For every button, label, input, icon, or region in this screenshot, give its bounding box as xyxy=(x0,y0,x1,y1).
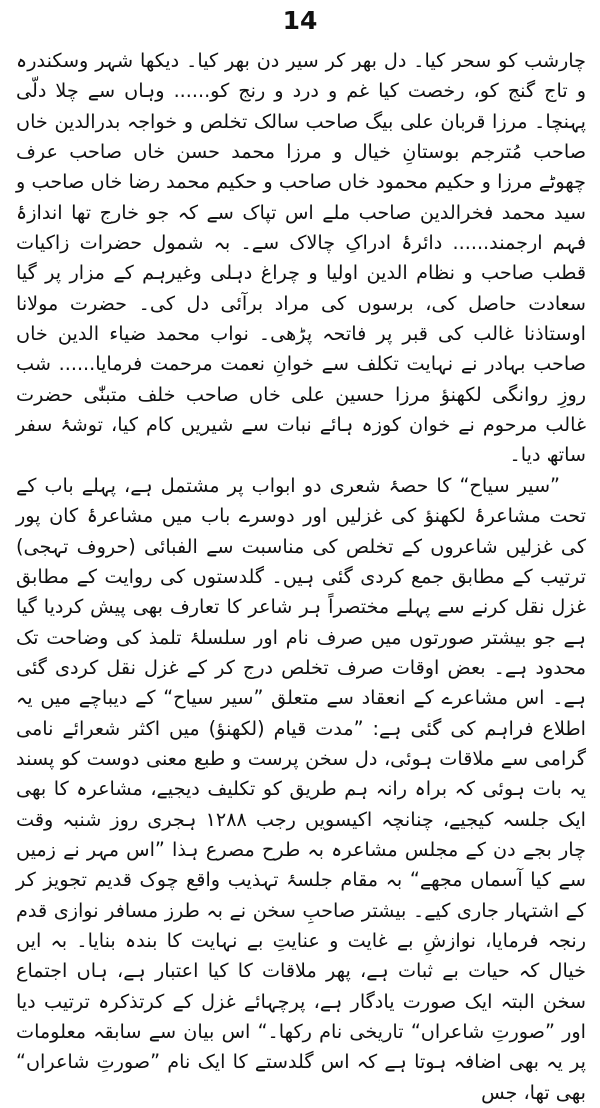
paragraph-1: چارشب کو سحر کیا۔ دل بھر کر سیر دن بھر کیا۔ دیکھا شہر وسکندرہ و تاج گنج کو، رخصت کیا غم و درد و رنج کو...... وہاں سے چلا دلّی پہنچا۔ مرزا قربان علی بیگ صاحب سالک تخلص و خواجہ بدرالدین خاں صاحب مُترجم بوستانِ خیال و مرزا محمد حسن خاں صاحب عرف چھوٹے مرزا و حکیم محمود خاں صاحب و حکیم محمد رضا خاں صاحب و سید محمد فخرالدین صاحب ملے اس تپاک سے کہ جو خارج تھا اندازۂ فہم ارجمند...... دائرۂ ادراکِ چالاک سے۔ بہ شمول حضرات زاکیات قطب صاحب و نظام الدین اولیا و چراغ دہلی وغیرہم کے مزار پر گیا سعادت حاصل کی، برسوں کی مراد برآئی دل کی۔ حضرت مولانا اوستاذنا غالب کی قبر پر فاتحہ پڑھی۔ نواب محمد ضیاء الدین خاں صاحب بہادر نے نہایت تکلف سے خوانِ نعمت مرحمت فرمایا...... شب روزِ روانگی لکھنؤ مرزا حسین علی خاں صاحب خلف متبنّٰی حضرت غالب مرحوم نے خوان کوزہ ہائے نبات سے شیریں کام کیا، توشۂ سفر ساتھ دیا۔ xyxy=(16,49,586,467)
paragraph-2: ”سیر سیاح“ کا حصۂ شعری دو ابواب پر مشتمل ہے، پہلے باب کے تحت مشاعرۂ لکھنؤ کی غزلیں اور دوسرے باب میں مشاعرۂ کان پور کی غزلیں شاعروں کے تخلص کی مناسبت سے الفبائی (حروف تہجی) ترتیب کے مطابق جمع کردی گئی ہیں۔ گلدستوں کی روایت کے مطابق غزل نقل کرنے سے پہلے مختصراً ہر شاعر کا تعارف بھی پیش کردیا گیا ہے جو بیشتر صورتوں میں صرف نام اور سلسلۂ تلمذ کی وضاحت تک محدود ہے۔ بعض اوقات صرف تخلص درج کر کے غزل نقل کردی گئی ہے۔ اس مشاعرے کے انعقاد سے متعلق ”سیر سیاح“ کے دیباچے میں یہ اطلاع فراہم کی گئی ہے: ”مدت قیام (لکھنؤ) میں اکثر شعرائے نامی گرامی سے ملاقات ہوئی، دل سخن پرست و طبع معنی دوست کو پسند یہ بات ہوئی کہ براہ رانہ ہم طریق کو تکلیف دیجیے، مشاعرہ کا بھی ایک جلسہ کیجیے، چنانچہ اکیسویں رجب ۱۲۸۸ ہجری روز شنبہ وقت چار بجے دن کے مجلس مشاعرہ بہ طرح مصرع ہذا ”اس مہر نے زمیں سے کیا آسماں مجھے“ بہ مقام جلسۂ تہذیب واقع چوک قدیم تجویز کر کے اشتہار جاری کیے۔ بیشتر صاحبِ سخن نے بہ طرز مسافر نوازی قدم رنجہ فرمایا، نوازشِ بے غایت و عنایتِ بے نہایت کا بندہ بنایا۔ بہ ایں خیال کہ حیات بے ثبات ہے، پھر ملاقات کا کیا اعتبار ہے، ہاں اجتماع سخن البتہ ایک صورت یادگار ہے، پرچہائے غزل کے کرتذکرہ ترتیب دیا اور ”صورتِ شاعراں“ تاریخی نام رکھا۔“ اس بیان سے سابقہ معلومات پر یہ بھی اضافہ ہوتا ہے کہ اس گلدستے کا ایک نام ”صورتِ شاعراں“ بھی تھا، جس xyxy=(16,473,587,1104)
body-text xyxy=(16,46,586,1108)
page-number: 14 xyxy=(282,6,318,35)
